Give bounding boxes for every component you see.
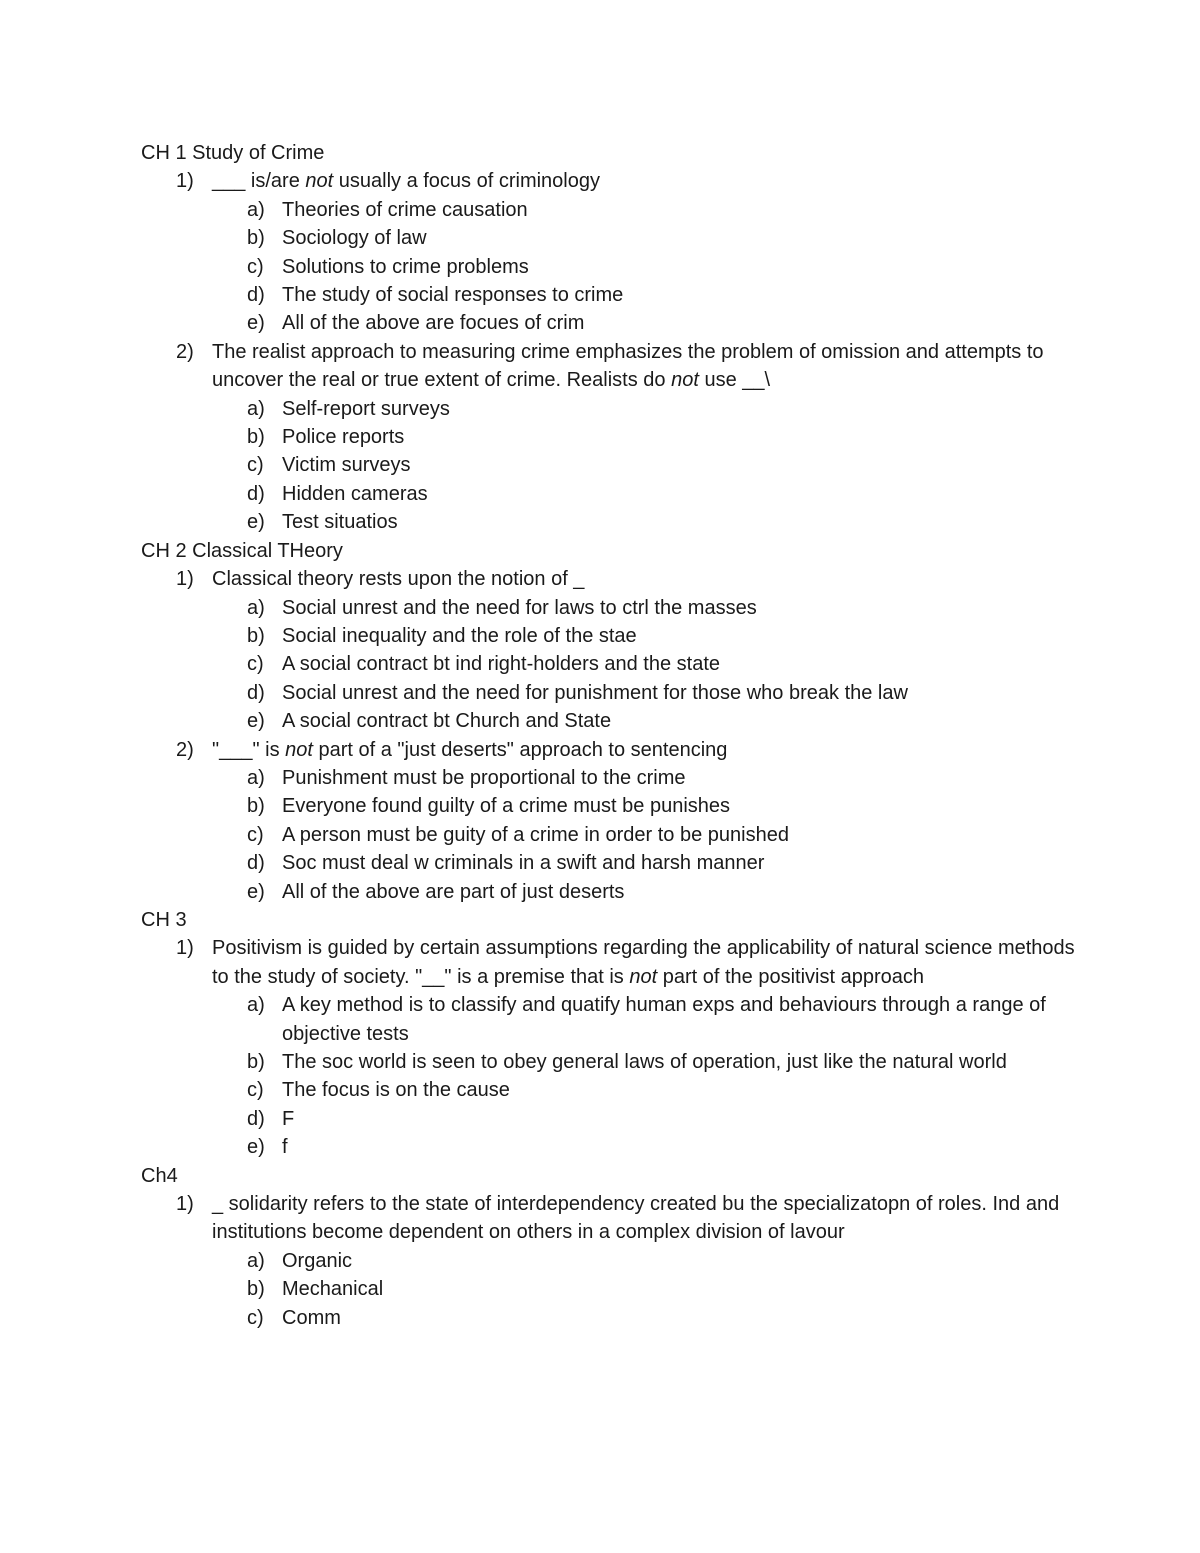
option-text: Sociology of law [282,227,427,250]
option-text: F [282,1107,295,1130]
option-letter: d) [247,1107,265,1130]
option-text: Self-report surveys [282,397,450,420]
option-item [212,707,1081,735]
chapter-heading: CH 2 Classical THeory [141,539,343,562]
option-letter: d) [247,284,265,307]
option-letter: b) [247,1051,265,1073]
question-number: 1) [176,568,194,591]
option-item [212,508,1081,536]
option-letter: a) [247,994,265,1017]
option-item [212,1247,1081,1275]
document-body [141,139,1081,1332]
option-item [212,423,1081,451]
option-list [212,196,1081,338]
option-letter: a) [247,766,265,789]
chapter-heading: Ch4 [141,1164,178,1187]
option-list [212,594,1081,736]
option-item [212,281,1081,309]
question-list [141,1190,1081,1332]
option-item [212,451,1081,479]
emphasis-not: not [671,369,699,392]
option-list [212,1247,1081,1332]
chapter-heading: CH 3 [141,908,187,931]
option-text: Victim surveys [282,454,411,477]
option-text: The focus is on the cause [282,1079,510,1102]
question [141,934,1081,1161]
option-item [212,395,1081,423]
option-item [212,849,1081,877]
option-letter: a) [247,397,265,420]
question [141,736,1081,906]
option-item [212,1133,1081,1161]
question-text: The realist approach to measuring crime emphasizes the problem of omission and attempts to uncover the real or true extent of crime. Realists do not use __\ [212,340,1044,392]
option-letter: a) [247,198,265,221]
option-item [212,622,1081,650]
option-letter: a) [247,596,265,619]
option-letter: b) [247,1278,265,1301]
question [141,1190,1081,1332]
option-item [212,792,1081,820]
question-list [141,167,1081,536]
option-letter: d) [247,482,265,505]
option-item [212,196,1081,224]
question-text: "___" is not part of a "just deserts" approach to sentencing [212,738,728,761]
option-letter: b) [247,426,265,449]
question-text: Positivism is guided by certain assumptions regarding the applicability of natural science methods to the study of society. "__" is a premise that is not part of the positivist approach [212,937,1075,988]
question-number: 1) [176,1193,194,1216]
option-letter: c) [247,1306,264,1329]
option-letter: c) [247,454,264,477]
option-text: Police reports [282,426,405,449]
question [141,167,1081,337]
option-text: A person must be guity of a crime in order to be punished [282,823,789,846]
option-text: Hidden cameras [282,482,428,505]
option-list [212,991,1081,1161]
option-list [212,395,1081,537]
chapter-heading: CH 1 Study of Crime [141,142,325,164]
option-text: Social unrest and the need for laws to ctrl the masses [282,596,757,619]
option-letter: e) [247,312,265,335]
option-item [212,1076,1081,1104]
option-text: A social contract bt Church and State [282,710,612,733]
option-item [212,594,1081,622]
option-text: Social unrest and the need for punishment for those who break the law [282,681,908,704]
option-item [212,1048,1081,1076]
chapter-2 [141,537,1081,906]
option-item [212,878,1081,906]
chapter-1 [141,139,1081,537]
option-text: All of the above are focues of crim [282,312,585,335]
emphasis-not: not [629,965,658,988]
option-text: Test situatios [282,511,398,534]
option-item [212,309,1081,337]
question-text: ___ is/are not usually a focus of criminology [212,170,600,193]
option-item [212,1304,1081,1332]
question [141,565,1081,735]
option-letter: e) [247,511,265,534]
option-letter: c) [247,823,264,846]
chapter-4 [141,1162,1081,1332]
emphasis-not: not [305,170,334,193]
option-item [212,224,1081,252]
option-text: Solutions to crime problems [282,255,529,278]
option-text: A social contract bt ind right-holders and the state [282,653,721,676]
option-text: Soc must deal w criminals in a swift and harsh manner [282,852,765,875]
option-letter: e) [247,1136,265,1159]
option-letter: d) [247,681,265,704]
question-text: Classical theory rests upon the notion of _ [212,568,585,591]
option-text: Everyone found guilty of a crime must be punishes [282,795,731,818]
option-text: The study of social responses to crime [282,284,624,307]
option-item [212,253,1081,281]
option-item [212,679,1081,707]
question-list [141,934,1081,1161]
option-item [212,650,1081,678]
option-item [212,1275,1081,1303]
question-text: _ solidarity refers to the state of interdependency created bu the specializatopn of roles. Ind and institutions become dependent on others in a complex division of lavour [212,1193,1060,1244]
option-letter: d) [247,852,265,875]
option-letter: b) [247,227,265,250]
option-text: Comm [282,1306,341,1329]
option-item [212,1105,1081,1133]
option-text: The soc world is seen to obey general laws of operation, just like the natural world [282,1051,1007,1073]
option-letter: e) [247,880,265,903]
question-number: 2) [176,340,194,363]
option-text: f [282,1136,288,1159]
question-list [141,565,1081,906]
question-number: 1) [176,170,194,193]
option-letter: b) [247,795,265,818]
option-text: Organic [282,1249,353,1272]
option-text: Punishment must be proportional to the crime [282,766,686,789]
option-letter: c) [247,653,264,676]
option-letter: b) [247,624,265,647]
option-list [212,764,1081,906]
option-item [212,764,1081,792]
chapter-3 [141,906,1081,1162]
option-letter: a) [247,1249,265,1272]
question [141,338,1081,537]
option-letter: c) [247,1079,264,1102]
option-text: All of the above are part of just deserts [282,880,625,903]
option-letter: e) [247,710,265,733]
option-item [212,821,1081,849]
option-letter: c) [247,255,264,278]
option-text: Theories of crime causation [282,198,528,221]
option-text: Social inequality and the role of the stae [282,624,637,647]
option-item [212,991,1081,1048]
emphasis-not: not [285,738,313,761]
option-item [212,480,1081,508]
option-text: A key method is to classify and quatify human exps and behaviours through a range of objective tests [282,994,1046,1045]
option-text: Mechanical [282,1278,384,1301]
question-number: 1) [176,937,194,960]
question-number: 2) [176,738,194,761]
